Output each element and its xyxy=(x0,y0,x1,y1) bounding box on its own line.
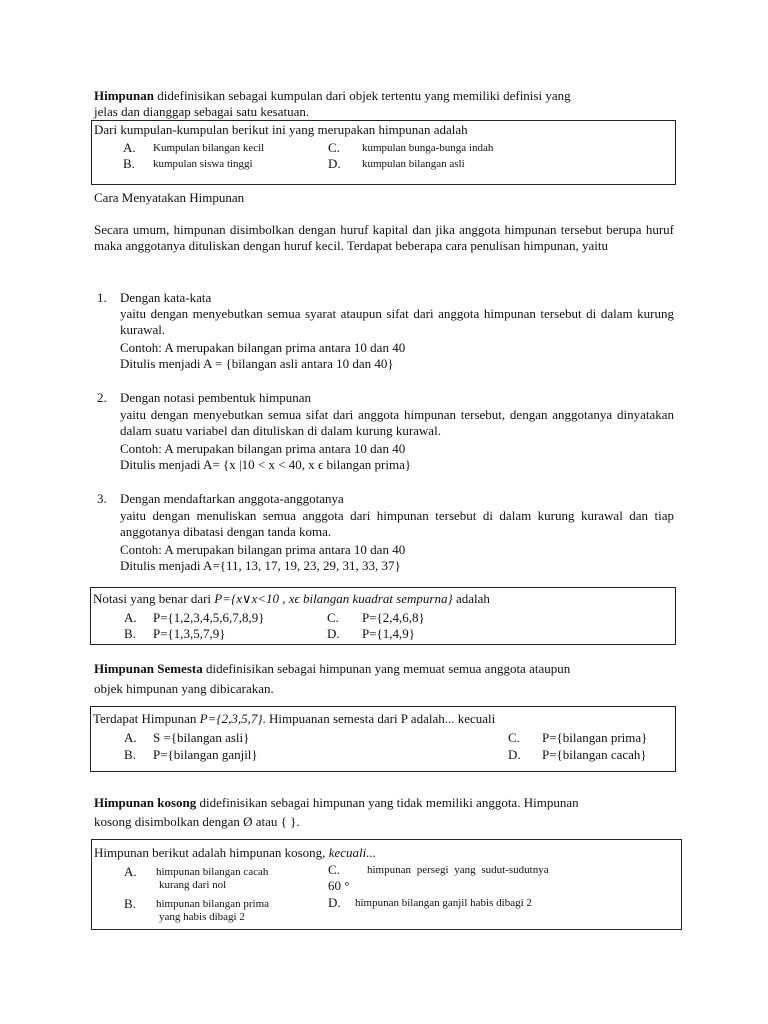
method-1-ditulis: Ditulis menjadi A = {bilangan asli antara 10 dan 40} xyxy=(120,356,394,371)
option-letter: D. xyxy=(327,626,340,641)
question-1-text: Dari kumpulan-kumpulan berikut ini yang merupakan himpunan adalah xyxy=(94,122,468,137)
question-4-main: Himpunan berikut adalah himpunan kosong, xyxy=(94,845,329,860)
question-2-pre: Notasi yang benar dari xyxy=(93,591,215,606)
option-letter: B. xyxy=(124,747,136,762)
q4-option-c[interactable] xyxy=(328,862,340,877)
kosong-paragraph-line1 xyxy=(94,795,579,811)
question-2-box xyxy=(90,587,676,645)
method-2-ditulis: Ditulis menjadi A= {x |10 < x < 40, x ϵ bilangan prima} xyxy=(120,457,412,472)
q3-option-a-text: S ={bilangan asli} xyxy=(153,730,250,745)
kosong-text-line1: didefinisikan sebagai himpunan yang tidak memiliki anggota. Himpunan xyxy=(196,795,579,810)
method-3-number: 3. xyxy=(97,491,107,506)
q4-option-b[interactable] xyxy=(124,896,136,911)
q4-option-b-text-line2: yang habis dibagi 2 xyxy=(159,911,245,923)
semesta-paragraph-line1 xyxy=(94,661,570,677)
method-2-desc: yaitu dengan menyebutkan semua sifat dari anggota himpunan tersebut, dengan anggotanya dinyatakan dalam suatu variabel dan dituliskan di dalam kurung kurawal. xyxy=(120,407,674,438)
q1-option-c-text: kumpulan bunga-bunga indah xyxy=(362,142,494,154)
method-3-desc: yaitu dengan menuliskan semua anggota dari himpunan tersebut di dalam kurung kurawal dan tiap anggotanya dibatasi dengan tanda koma. xyxy=(120,508,674,539)
q3-option-d-text: P={bilangan cacah} xyxy=(542,747,647,762)
option-letter: A. xyxy=(124,864,137,879)
option-letter: A. xyxy=(123,140,136,155)
intro-term: Himpunan xyxy=(94,88,154,103)
question-3-math: P={2,3,5,7} xyxy=(199,711,263,726)
option-letter: B. xyxy=(124,626,136,641)
q1-option-c[interactable] xyxy=(328,140,340,155)
option-letter: C. xyxy=(328,140,340,155)
q4-option-a-text-line2: kurang dari nol xyxy=(159,879,227,891)
q1-option-a[interactable] xyxy=(123,140,136,155)
q1-option-d[interactable] xyxy=(328,156,341,171)
cara-paragraph: Secara umum, himpunan disimbolkan dengan huruf kapital dan jika anggota himpunan tersebut berupa huruf maka anggotanya dituliskan dengan huruf kecil. Terdapat beberapa cara penulisan himpunan, yaitu xyxy=(94,222,674,253)
q1-option-a-text: Kumpulan bilangan kecil xyxy=(153,142,265,154)
q1-option-d-text: kumpulan bilangan asli xyxy=(362,158,465,170)
q2-option-a[interactable] xyxy=(124,610,137,625)
q2-option-b[interactable] xyxy=(124,626,136,641)
intro-paragraph-line1 xyxy=(94,88,571,104)
question-4-emphasis: kecuali... xyxy=(328,845,376,860)
q4-option-c-text-line2: 60 ° xyxy=(328,878,350,893)
kosong-term: Himpunan kosong xyxy=(94,795,197,810)
question-3-text xyxy=(93,711,495,727)
q2-option-d[interactable] xyxy=(327,626,340,641)
q3-option-c-text: P={bilangan prima} xyxy=(542,730,648,745)
method-3-title: Dengan mendaftarkan anggota-anggotanya xyxy=(120,491,344,506)
q2-option-b-text: P={1,3,5,7,9} xyxy=(153,626,226,641)
q4-option-a[interactable] xyxy=(124,864,137,879)
intro-text-line1: didefinisikan sebagai kumpulan dari objek tertentu yang memiliki definisi yang xyxy=(153,88,571,103)
q4-option-c-text-line1: himpunan persegi yang sudut-sudutnya xyxy=(367,864,549,876)
q2-option-d-text: P={1,4,9} xyxy=(362,626,416,641)
q3-option-b[interactable] xyxy=(124,747,136,762)
option-letter: B. xyxy=(124,896,136,911)
q2-option-a-text: P={1,2,3,4,5,6,7,8,9} xyxy=(153,610,265,625)
kosong-text-line2: kosong disimbolkan dengan Ø atau { }. xyxy=(94,814,300,829)
option-letter: D. xyxy=(508,747,521,762)
semesta-text-line1: didefinisikan sebagai himpunan yang memuat semua anggota ataupun xyxy=(202,661,571,676)
q3-option-c[interactable] xyxy=(508,730,520,745)
q4-option-b-text-line1: himpunan bilangan prima xyxy=(156,898,270,910)
option-letter: A. xyxy=(124,730,137,745)
question-3-box xyxy=(90,706,676,772)
question-3-post: . Himpuanan semesta dari P adalah... kecuali xyxy=(262,711,496,726)
cara-heading: Cara Menyatakan Himpunan xyxy=(94,190,245,205)
method-1-title: Dengan kata-kata xyxy=(120,290,212,305)
option-letter: B. xyxy=(123,156,135,171)
question-2-math: P={x∨x<10 , xϵ bilangan kuadrat sempurna} xyxy=(214,591,453,606)
method-1-number: 1. xyxy=(97,290,107,305)
semesta-text-line2: objek himpunan yang dibicarakan. xyxy=(94,681,274,696)
q4-option-a-text-line1: himpunan bilangan cacah xyxy=(156,866,269,878)
question-4-box xyxy=(91,839,682,930)
option-letter: A. xyxy=(124,610,137,625)
q3-option-b-text: P={bilangan ganjil} xyxy=(153,747,258,762)
option-letter: C. xyxy=(508,730,520,745)
option-letter: D. xyxy=(328,895,341,910)
method-3-contoh: Contoh: A merupakan bilangan prima antara 10 dan 40 xyxy=(120,542,406,557)
question-3-pre: Terdapat Himpunan xyxy=(93,711,200,726)
method-2-number: 2. xyxy=(97,390,107,405)
method-1-desc: yaitu dengan menyebutkan semua syarat ataupun sifat dari anggota himpunan tersebut di dalam kurung kurawal. xyxy=(120,306,674,337)
option-letter: C. xyxy=(328,862,340,877)
method-3-ditulis: Ditulis menjadi A={11, 13, 17, 19, 23, 29, 31, 33, 37} xyxy=(120,558,401,573)
question-2-text xyxy=(93,591,490,607)
q4-option-d-text-line1: himpunan bilangan ganjil habis dibagi 2 xyxy=(355,897,532,909)
question-4-text xyxy=(94,845,376,861)
q3-option-a[interactable] xyxy=(124,730,137,745)
method-1-contoh: Contoh: A merupakan bilangan prima antara 10 dan 40 xyxy=(120,340,406,355)
option-letter: D. xyxy=(328,156,341,171)
q4-option-d[interactable] xyxy=(328,895,341,910)
question-1-box xyxy=(91,120,676,185)
q3-option-d[interactable] xyxy=(508,747,521,762)
q1-option-b-text: kumpulan siswa tinggi xyxy=(153,158,253,170)
q2-option-c[interactable] xyxy=(327,610,339,625)
semesta-term: Himpunan Semesta xyxy=(94,661,203,676)
q1-option-b[interactable] xyxy=(123,156,135,171)
option-letter: C. xyxy=(327,610,339,625)
intro-text-line2: jelas dan dianggap sebagai satu kesatuan. xyxy=(94,104,310,119)
q2-option-c-text: P={2,4,6,8} xyxy=(362,610,425,625)
method-2-title: Dengan notasi pembentuk himpunan xyxy=(120,390,311,405)
question-2-post: adalah xyxy=(452,591,490,606)
method-2-contoh: Contoh: A merupakan bilangan prima antara 10 dan 40 xyxy=(120,441,406,456)
